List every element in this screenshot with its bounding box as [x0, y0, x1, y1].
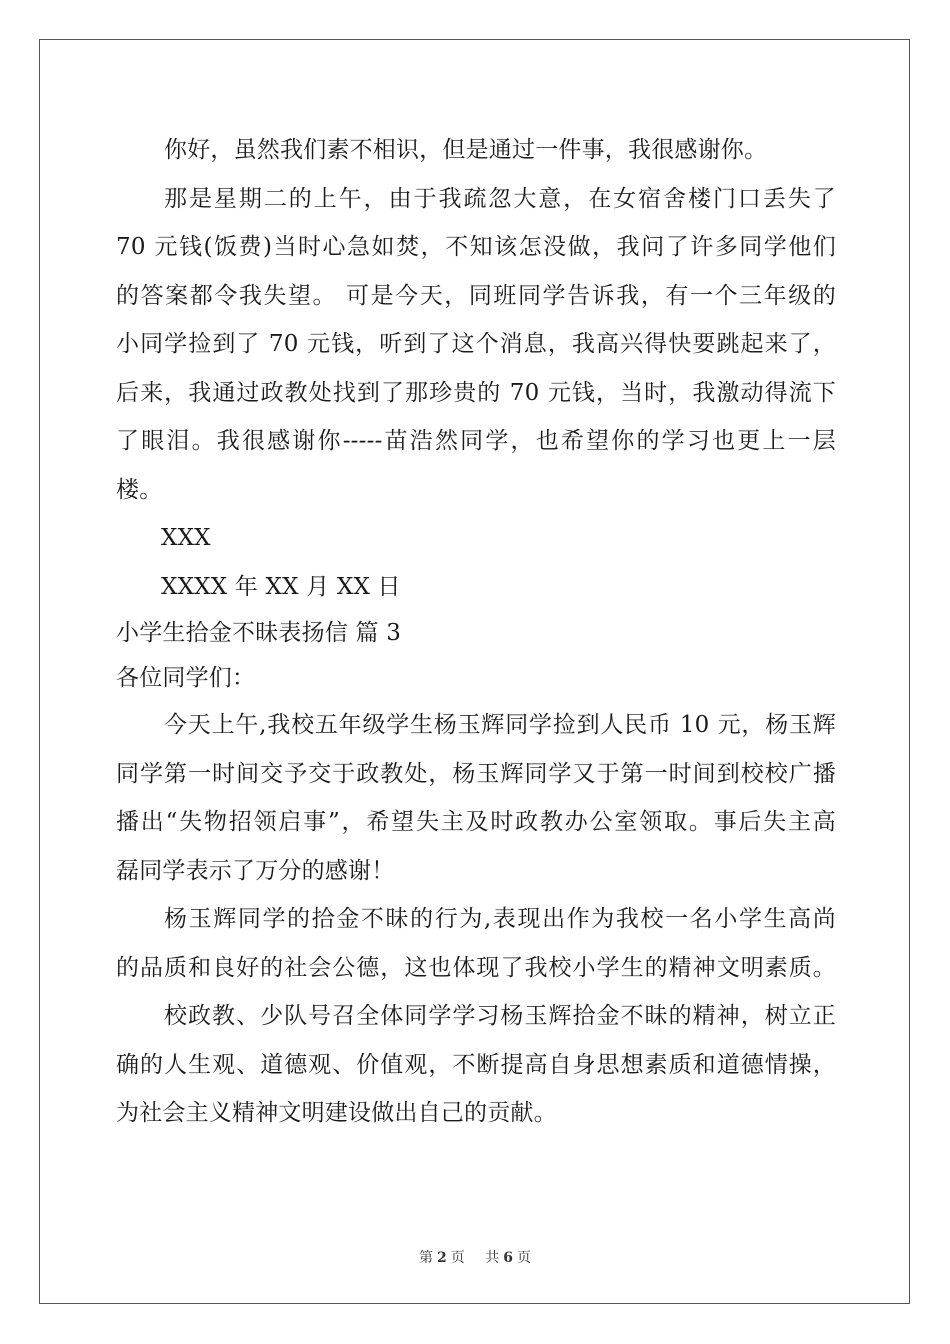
- letter3-para1-line-4: 磊同学表示了万分的感谢！: [116, 857, 395, 884]
- letter3-para1-line-3: 播出“失物招领启事”，希望失主及时政教办公室领取。事后失主高: [116, 809, 836, 835]
- letter3-para1-line-2: 同学第一时间交予交于政教处，杨玉辉同学又于第一时间到校校广播: [116, 760, 836, 787]
- document-body: [116, 126, 836, 1138]
- letter2-body-line-7: 楼。: [116, 476, 163, 503]
- page-current: 2: [437, 1250, 447, 1266]
- page-number: [415, 1250, 469, 1266]
- total-prefix: 共: [485, 1250, 500, 1266]
- letter2-body-line-6: 了眼泪。我很感谢你-----苗浩然同学，也希望你的学习也更上一层: [116, 428, 836, 454]
- letter2-body-line-4: 小同学捡到了 70 元钱，听到了这个消息，我高兴得快要跳起来了，: [116, 331, 836, 357]
- letter2-signature: XXX: [161, 525, 211, 551]
- total-suffix: 页: [516, 1250, 531, 1266]
- letter3-salutation: 各位同学们：: [116, 665, 256, 691]
- letter3-para2-line-2: 的品质和良好的社会公德，这也体现了我校小学生的精神文明素质。: [116, 954, 836, 981]
- letter3-para3-line-1: 校政教、少队号召全体同学学习杨玉辉拾金不昧的精神，树立正: [164, 1003, 836, 1029]
- letter2-date: XXXX 年 XX 月 XX 日: [161, 573, 401, 600]
- letter2-body-line-5: 后来，我通过政教处找到了那珍贵的 70 元钱，当时，我激动得流下: [116, 379, 836, 406]
- letter3-para2-line-1: 杨玉辉同学的拾金不昧的行为,表现出作为我校一名小学生高尚: [164, 906, 836, 932]
- page-total: [481, 1250, 535, 1266]
- letter3-para3-line-3: 为社会主义精神文明建设做出自己的贡献。: [116, 1100, 557, 1126]
- letter2-body-line-2: 70 元钱(饭费)当时心急如焚，不知该怎没做，我问了许多同学他们: [116, 234, 836, 260]
- page-suffix: 页: [450, 1250, 465, 1266]
- letter3-heading: 小学生拾金不昧表扬信 篇 3: [116, 620, 402, 646]
- page-footer: [0, 1247, 950, 1267]
- letter2-greeting: 你好，虽然我们素不相识，但是通过一件事，我很感谢你。: [164, 137, 768, 163]
- letter2-body-line-1: 那是星期二的上午，由于我疏忽大意，在女宿舍楼门口丢失了: [164, 185, 836, 212]
- total-count: 6: [503, 1250, 513, 1266]
- letter3-para1-line-1: 今天上午,我校五年级学生杨玉辉同学捡到人民币 10 元，杨玉辉: [164, 712, 836, 738]
- letter3-para3-line-2: 确的人生观、道德观、价值观，不断提高自身思想素质和道德情操，: [116, 1051, 836, 1078]
- page-prefix: 第: [419, 1250, 434, 1266]
- letter2-body-line-3: 的答案都令我失望。 可是今天，同班同学告诉我，有一个三年级的: [116, 282, 836, 309]
